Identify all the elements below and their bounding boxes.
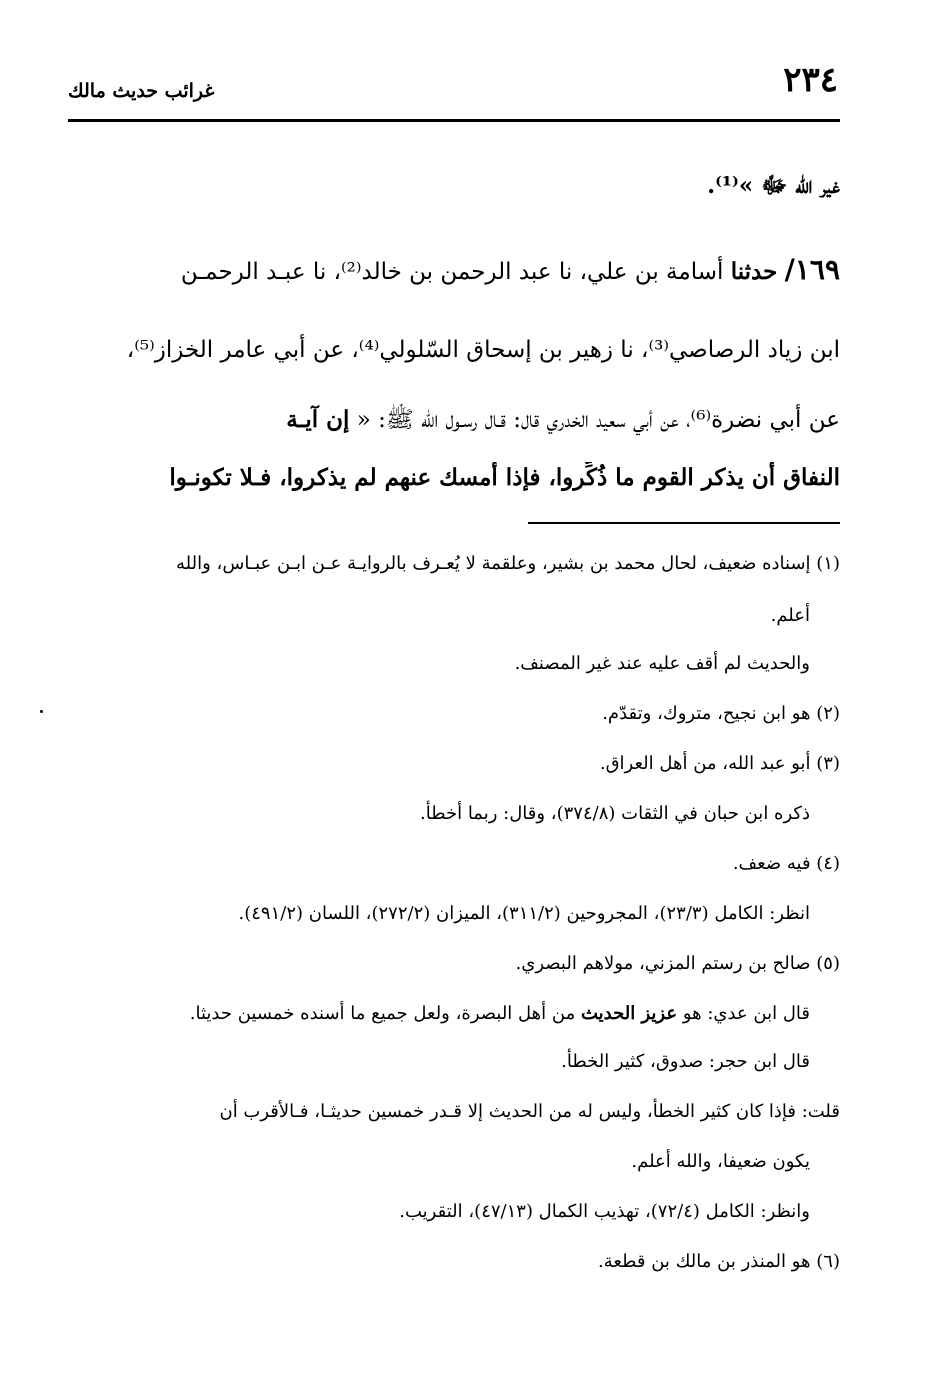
scan-speck xyxy=(40,710,43,713)
footnote-5-line-5: يكون ضعيفا، والله أعلم. xyxy=(631,1151,810,1172)
footnote-3-line-2: ذكره ابن حبان في الثقات (٣٧٤/٨)، وقال: ربما أخطأ. xyxy=(420,803,810,824)
main-line-2 xyxy=(68,254,840,288)
footnote-5-line-2 xyxy=(68,1000,810,1028)
hadith-number: ١٦٩/ xyxy=(784,254,840,286)
header-rule xyxy=(68,119,840,122)
running-title: غرائب حديث مالك xyxy=(68,80,215,102)
hadith-lead: حدثنا xyxy=(730,258,778,285)
footnote-5-line-6: وانظر: الكامل (٧٢/٤)، تهذيب الكمال (٤٧/١٣)، التقريب. xyxy=(399,1201,810,1222)
footnote-6: (٦) هو المنذر بن مالك بن قطعة. xyxy=(598,1251,840,1272)
footnote-5-emphasis: عزيز الحديث xyxy=(580,1003,678,1024)
footnote-1-line-2: أعلم. xyxy=(770,605,810,626)
main-line-4-text: عن أبي نضرة⁽⁶⁾، عن أبي سعيد الخدري قال: قـال رسـول الله ﷺ: « xyxy=(356,407,840,433)
footnote-4-line-1: (٤) فيه ضعف. xyxy=(732,853,840,874)
footnote-rule xyxy=(528,522,840,524)
hadith-matn-start: إن آيـة xyxy=(286,406,350,433)
footnote-1-line-1: (١) إسناده ضعيف، لحال محمد بن بشير، وعلقمة لا يُعـرف بالروايـة عـن ابـن عبـاس، والله xyxy=(176,553,840,574)
page-number: ٢٣٤ xyxy=(783,60,838,100)
page-header xyxy=(68,58,838,118)
footnote-5-line-2-pre: قال ابن عدي: هو xyxy=(682,1003,810,1024)
main-line-5: النفاق أن يذكر القوم ما ذُكِّروا، فإذا أمسك عنهم لم يذكروا، فـلا تكونـوا xyxy=(169,464,840,491)
main-line-2-text: أسامة بن علي، نا عبد الرحمن بن خالد⁽²⁾، نا عبـد الرحمـن xyxy=(180,259,724,285)
footnote-5-line-3: قال ابن حجر: صدوق، كثير الخطأ. xyxy=(561,1051,810,1072)
footnote-5-line-2-post: من أهل البصرة، ولعل جميع ما أسنده خمسين حديثا. xyxy=(189,1003,576,1024)
footnote-3-line-1: (٣) أبو عبد الله، من أهل العراق. xyxy=(599,753,840,774)
main-line-1: غير الله ﷻ »⁽¹⁾. xyxy=(707,172,840,199)
main-line-4 xyxy=(68,404,840,436)
footnote-2: (٢) هو ابن نجيح، متروك، وتقدّم. xyxy=(602,703,840,724)
footnote-1-line-3: والحديث لم أقف عليه عند غير المصنف. xyxy=(514,653,810,674)
footnote-5-line-1: (٥) صالح بن رستم المزني، مولاهم البصري. xyxy=(515,953,840,974)
footnote-4-line-2: انظر: الكامل (٢٣/٣)، المجروحين (٣١١/٢)، الميزان (٢٧٢/٢)، اللسان (٤٩١/٢). xyxy=(238,903,810,924)
footnote-5-line-4: قلت: فإذا كان كثير الخطأ، وليس له من الحديث إلا قـدر خمسين حديثـا، فـالأقرب أن xyxy=(219,1101,840,1122)
main-line-3: ابن زياد الرصاصي⁽³⁾، نا زهير بن إسحاق السّلولي⁽⁴⁾، عن أبي عامر الخزاز⁽⁵⁾، xyxy=(126,337,840,363)
